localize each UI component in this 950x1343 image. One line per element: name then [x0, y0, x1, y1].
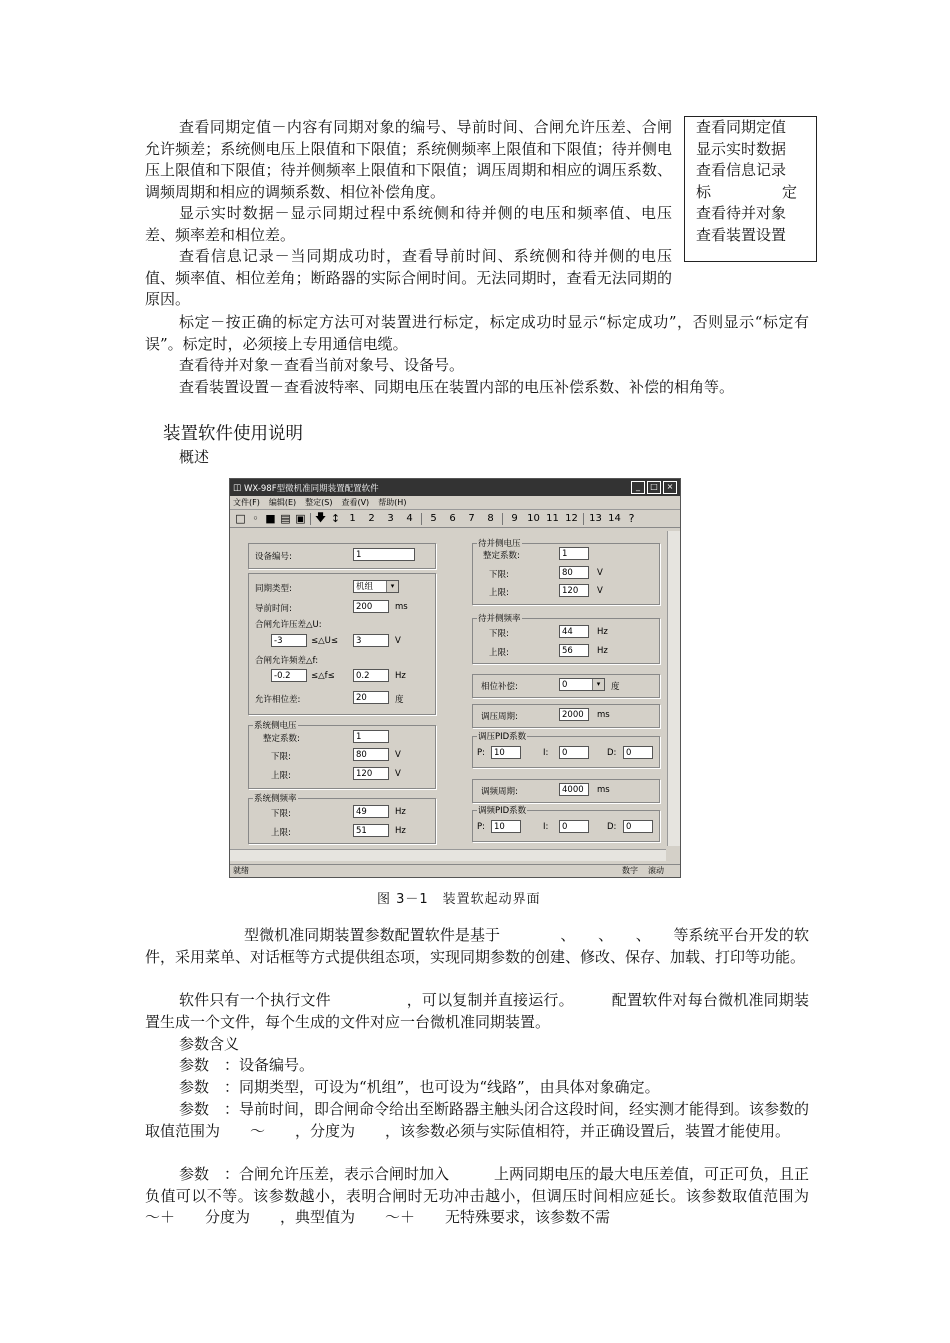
- system-voltage-low-unit: V: [395, 750, 401, 760]
- toolbar-item-3[interactable]: 3: [387, 513, 394, 524]
- freq-reg-period-group: [472, 779, 660, 803]
- toolbar-item-4[interactable]: 4: [406, 513, 413, 524]
- freq-reg-period-label: 调频周期:: [481, 787, 518, 797]
- system-frequency-low-input[interactable]: 49: [353, 805, 389, 818]
- pending-frequency-low-unit: Hz: [597, 627, 608, 637]
- print-icon[interactable]: ▤: [280, 512, 291, 525]
- toolbar-item-2[interactable]: 2: [368, 513, 375, 524]
- maximize-button[interactable]: □: [647, 481, 661, 494]
- pending-frequency-high-label: 上限:: [489, 648, 509, 658]
- freq-reg-period-input[interactable]: 4000: [559, 783, 589, 796]
- toolbar-separator: [502, 513, 503, 525]
- system-voltage-coef-input[interactable]: 1: [353, 730, 389, 743]
- pending-voltage-low-label: 下限:: [489, 570, 509, 580]
- phase-comp-label: 相位补偿:: [481, 682, 518, 692]
- volt-diff-min-input[interactable]: -3: [271, 634, 307, 647]
- pending-voltage-high-input[interactable]: 120: [559, 584, 589, 597]
- section-title: 装置软件使用说明: [163, 424, 303, 444]
- freq-pid-d-label: D:: [607, 822, 617, 832]
- pending-frequency-high-input[interactable]: 56: [559, 644, 589, 657]
- lead-time-label: 导前时间:: [255, 604, 292, 614]
- system-voltage-high-label: 上限:: [271, 771, 291, 781]
- toolbar-item-10[interactable]: 10: [527, 513, 540, 524]
- system-frequency-group: [248, 794, 436, 844]
- upload-download-icon[interactable]: ↕: [330, 512, 341, 525]
- phase-comp-group: [472, 674, 660, 698]
- status-ready: 就绪: [233, 866, 249, 875]
- voltage-reg-period-unit: ms: [597, 710, 610, 720]
- pending-voltage-low-unit: V: [597, 568, 603, 578]
- pending-frequency-low-label: 下限:: [489, 629, 509, 639]
- download-icon[interactable]: 🡇: [314, 511, 327, 524]
- phase-diff-unit: 度: [395, 695, 404, 705]
- voltage-pid-i-input[interactable]: 0: [559, 746, 589, 759]
- system-frequency-low-unit: Hz: [395, 807, 406, 817]
- voltage-pid-p-label: P:: [477, 748, 485, 758]
- freq-pid-p-label: P:: [477, 822, 485, 832]
- pending-frequency-low-input[interactable]: 44: [559, 625, 589, 638]
- menu-option-pending-object: 查看待并对象: [696, 204, 787, 223]
- pending-voltage-coef-label: 整定系数:: [483, 551, 520, 561]
- body-paragraph-2: 软件只有一个执行文件 ，可以复制并直接运行。 配置软件对每台微机准同期装置生成一个文件，每个生成的文件对应一台微机准同期装置。: [145, 991, 809, 1031]
- menu-help[interactable]: 帮助(H): [378, 498, 407, 507]
- open-folder-icon[interactable]: ◦: [252, 512, 259, 525]
- system-voltage-group: [248, 721, 436, 789]
- system-frequency-high-label: 上限:: [271, 828, 291, 838]
- pending-frequency-high-unit: Hz: [597, 646, 608, 656]
- freq-diff-min-input[interactable]: -0.2: [271, 669, 307, 682]
- volt-diff-unit: V: [395, 636, 401, 646]
- system-frequency-low-label: 下限:: [271, 809, 291, 819]
- intro-paragraph-1: 查看同期定值－内容有同期对象的编号、导前时间、合闸允许压差、合闸允许频差；系统侧电压上限值和下限值；系统侧频率上限值和下限值；待并侧电压上限值和下限值；待并侧频率上限值和下限值；调压周期和相应的调压系数、调频周期和相应的调频系数、相位补偿角度。: [145, 118, 672, 201]
- toolbar-item-8[interactable]: 8: [487, 513, 494, 524]
- pending-voltage-low-input[interactable]: 80: [559, 566, 589, 579]
- pending-frequency-title: 待并侧频率: [478, 614, 521, 624]
- toolbar-separator: [421, 513, 422, 525]
- body-paragraph-1: 型微机准同期装置参数配置软件是基于 、 、 、 等系统平台开发的软件，采用菜单、对话框等方式提供组态项，实现同期参数的创建、修改、保存、加载、打印等功能。: [145, 926, 809, 966]
- phase-diff-label: 允许相位差:: [255, 695, 301, 705]
- body-paragraph-6: 参数 ：导前时间，即合闸命令给出至断路器主触头闭合这段时间，经实测才能得到。该参数的取值范围为 ～ ，分度为 ，该参数必须与实际值相符，并正确设置后，装置才能使用。: [145, 1100, 810, 1140]
- toolbar-item-1[interactable]: 1: [349, 513, 356, 524]
- help-icon[interactable]: ?: [628, 512, 635, 525]
- menu-options-box: [684, 116, 817, 262]
- phase-diff-input[interactable]: 20: [353, 691, 389, 704]
- system-frequency-title: 系统侧频率: [254, 794, 297, 804]
- phase-comp-unit: 度: [611, 682, 620, 692]
- app-icon: ◫: [233, 482, 242, 493]
- subsection-title: 概述: [179, 448, 210, 466]
- freq-diff-relation: ≤△f≤: [311, 671, 335, 681]
- pending-frequency-group: [472, 614, 660, 664]
- intro-paragraph-5: 查看待并对象－查看当前对象号、设备号。: [179, 356, 465, 374]
- intro-paragraph-2: 显示实时数据－显示同期过程中系统侧和待并侧的电压和频率值、电压差、频率差和相位差。: [145, 204, 672, 244]
- intro-paragraph-3: 查看信息记录－当同期成功时，查看导前时间、系统侧和待并侧的电压值、频率值、相位差角；断路器的实际合闸时间。无法同期时，查看无法同期的原因。: [145, 247, 672, 308]
- voltage-reg-period-label: 调压周期:: [481, 712, 518, 722]
- menu-edit[interactable]: 编辑(E): [268, 498, 297, 507]
- toolbar-item-9[interactable]: 9: [511, 513, 518, 524]
- menu-view[interactable]: 查看(V): [341, 498, 370, 507]
- minimize-button[interactable]: _: [631, 481, 645, 494]
- lead-time-input[interactable]: 200: [353, 600, 389, 613]
- toolbar: [230, 510, 680, 528]
- chevron-down-icon: ▾: [386, 581, 398, 592]
- voltage-pid-title: 调压PID系数: [478, 732, 527, 742]
- voltage-pid-group: [472, 732, 660, 768]
- freq-pid-i-label: I:: [543, 822, 549, 832]
- freq-diff-unit: Hz: [395, 671, 406, 681]
- freq-pid-group: [472, 806, 660, 842]
- system-voltage-coef-label: 整定系数:: [263, 734, 300, 744]
- figure-caption: 图 3－1 装置软起动界面: [377, 892, 541, 907]
- freq-pid-i-input[interactable]: 0: [559, 820, 589, 833]
- system-voltage-high-input[interactable]: 120: [353, 767, 389, 780]
- status-num-lock: 数字: [622, 866, 638, 875]
- freq-reg-period-unit: ms: [597, 785, 610, 795]
- toolbar-separator: [310, 513, 311, 525]
- body-paragraph-4: 参数 ：设备编号。: [179, 1056, 315, 1074]
- intro-paragraph-4: 标定－按正确的标定方法可对装置进行标定，标定成功时显示“标定成功”，否则显示“标定有误”。标定时，必须接上专用通信电缆。: [145, 313, 809, 353]
- menu-settings[interactable]: 整定(S): [305, 498, 333, 507]
- freq-pid-p-input[interactable]: 10: [491, 820, 521, 833]
- system-frequency-high-unit: Hz: [395, 826, 406, 836]
- form-area: [234, 531, 666, 846]
- menu-option-calibrate: 标 定: [696, 182, 797, 201]
- freq-diff-label: 合闸允许频差△f:: [255, 656, 319, 666]
- freq-diff-max-input[interactable]: 0.2: [353, 669, 389, 682]
- voltage-pid-d-label: D:: [607, 748, 617, 758]
- sync-type-select[interactable]: 机组 ▾: [353, 580, 399, 593]
- freq-pid-title: 调频PID系数: [478, 806, 527, 816]
- vertical-scrollbar[interactable]: [667, 531, 680, 846]
- volt-diff-label: 合闸允许压差△U:: [255, 620, 322, 630]
- new-file-icon[interactable]: □: [235, 512, 246, 525]
- close-button[interactable]: ×: [663, 481, 677, 494]
- phase-comp-select[interactable]: 0 ▾: [559, 678, 605, 691]
- toolbar-item-14[interactable]: 14: [608, 513, 621, 524]
- intro-paragraph-6: 查看装置设置－查看波特率、同期电压在装置内部的电压补偿系数、补偿的相角等。: [179, 378, 735, 396]
- config-software-window: [229, 478, 681, 878]
- body-paragraph-3: 参数含义: [179, 1035, 240, 1053]
- toolbar-item-11[interactable]: 11: [546, 513, 559, 524]
- menu-option-realtime-data: 显示实时数据: [696, 139, 787, 158]
- voltage-pid-i-label: I:: [543, 748, 549, 758]
- body-paragraph-7: 参数 ：合闸允许压差，表示合闸时加入 上两同期电压的最大电压差值，可正可负，且正负值可以不等。该参数越小，表明合闸时无功冲击越小，但调压时间相应延长。该参数取值范围为 ～＋ 分度为 ，典型值为 ～＋ 无特殊要求，该参数不需: [145, 1165, 840, 1226]
- pending-voltage-group: [472, 539, 660, 605]
- volt-diff-relation: ≤△U≤: [311, 636, 339, 646]
- freq-pid-d-input[interactable]: 0: [623, 820, 653, 833]
- chevron-down-icon: ▾: [592, 679, 604, 690]
- sync-type-label: 同期类型:: [255, 584, 292, 594]
- pending-voltage-coef-input[interactable]: 1: [559, 547, 589, 560]
- voltage-pid-d-input[interactable]: 0: [623, 746, 653, 759]
- device-label: 设备编号:: [255, 552, 292, 562]
- status-scroll-lock: 滚动: [648, 866, 664, 875]
- system-voltage-low-label: 下限:: [271, 752, 291, 762]
- horizontal-scrollbar[interactable]: [230, 849, 666, 861]
- voltage-reg-period-group: [472, 704, 660, 728]
- status-bar: [230, 864, 680, 877]
- menu-option-info-records: 查看信息记录: [696, 161, 787, 180]
- device-group: [248, 543, 436, 569]
- system-voltage-low-input[interactable]: 80: [353, 748, 389, 761]
- toolbar-item-12[interactable]: 12: [565, 513, 578, 524]
- lead-time-unit: ms: [395, 602, 408, 612]
- device-input[interactable]: 1: [353, 548, 415, 561]
- toolbar-separator: [583, 513, 584, 525]
- system-voltage-high-unit: V: [395, 769, 401, 779]
- body-paragraph-5: 参数 ：同期类型，可设为“机组”，也可设为“线路”，由具体对象确定。: [179, 1078, 660, 1096]
- pending-voltage-high-unit: V: [597, 586, 603, 596]
- system-voltage-title: 系统侧电压: [254, 721, 297, 731]
- toolbar-item-13[interactable]: 13: [589, 513, 602, 524]
- voltage-pid-p-input[interactable]: 10: [491, 746, 521, 759]
- menu-option-view-settings: 查看同期定值: [696, 118, 787, 136]
- volt-diff-max-input[interactable]: 3: [353, 634, 389, 647]
- voltage-reg-period-input[interactable]: 2000: [559, 708, 589, 721]
- pending-voltage-high-label: 上限:: [489, 588, 509, 598]
- pending-voltage-title: 待并侧电压: [478, 539, 521, 549]
- sync-params-group: [248, 573, 436, 715]
- toolbar-item-6[interactable]: 6: [449, 513, 456, 524]
- menu-bar: [230, 496, 680, 510]
- save-icon[interactable]: ■: [265, 512, 276, 525]
- print-preview-icon[interactable]: ▣: [295, 512, 306, 525]
- menu-option-device-settings: 查看装置设置: [696, 225, 787, 244]
- window-titlebar: [230, 479, 680, 496]
- toolbar-item-7[interactable]: 7: [468, 513, 475, 524]
- window-title: WX-98F型微机准同期装置配置软件: [244, 483, 379, 494]
- menu-file[interactable]: 文件(F): [233, 498, 260, 507]
- system-frequency-high-input[interactable]: 51: [353, 824, 389, 837]
- toolbar-item-5[interactable]: 5: [430, 513, 437, 524]
